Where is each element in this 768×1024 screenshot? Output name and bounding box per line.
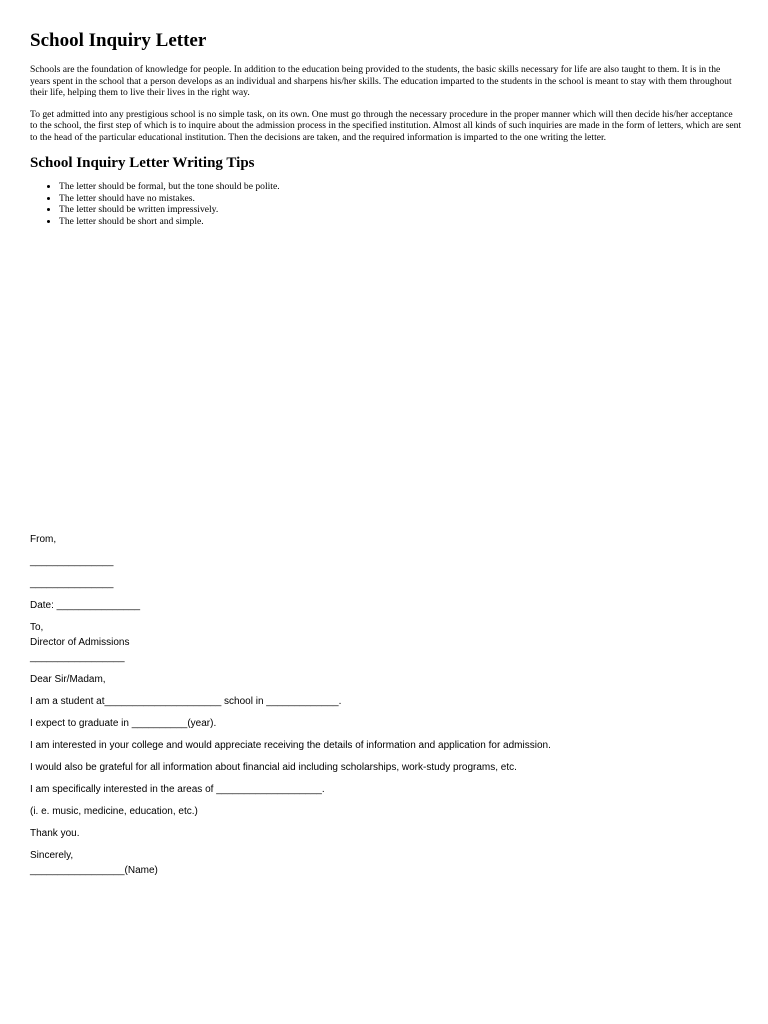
examples-line: (i. e. music, medicine, education, etc.) [30,806,198,817]
to-recipient: Director of Admissions [30,637,130,648]
signature-line: _________________(Name) [30,865,158,876]
to-blank: _________________ [30,652,125,663]
intro-text [30,64,742,154]
closing-line: Sincerely, [30,850,74,861]
tip-item: • The letter should have no mistakes. [59,193,280,205]
page-title: School Inquiry Letter [30,30,207,51]
tip-item: • The letter should be formal, but the tone should be polite. [59,181,280,193]
tips-list [30,181,280,228]
intro-paragraph: To get admitted into any prestigious school is no simple task, on its own. One must go through the necessary procedure in the proper manner which will then decide his/her acceptance to the school, the first step of which is to inquire about the admission process in the specified institution. Almost all kinds of such inquiries are made in the form of letters, which are sent to the head of the particular educational institution. Then the decisions are taken, and the required information is imparted to the one writing the letter. [30,108,742,143]
intro-paragraph: Schools are the foundation of knowledge for people. In addition to the education being provided to the students, the basic skills necessary for life are also taught to them. It is in the years spent in the school that a person develops as an individual and sharpens his/her skills. The education imparted to the students in the school is meant to stay with them throughout their life, helping them to live their lives in the right way. [30,64,732,99]
tip-item: • The letter should be short and simple. [59,216,280,228]
salutation: Dear Sir/Madam, [30,674,106,685]
from-blank-1: _______________ [30,556,114,567]
tip-item: • The letter should be written impressively. [59,204,280,216]
financial-aid-line: I would also be grateful for all information about financial aid including scholarships, work-study programs, etc. [30,762,517,773]
student-line: I am a student at_____________________ school in _____________. [30,696,342,707]
from-label: From, [30,534,57,545]
interest-line: I am interested in your college and would appreciate receiving the details of information and application for admission. [30,740,551,751]
letter-template [30,534,730,877]
date-line: Date: _______________ [30,600,141,611]
graduate-line: I expect to graduate in __________(year). [30,718,217,729]
thanks-line: Thank you. [30,828,80,839]
from-blank-2: _______________ [30,578,114,589]
tips-heading: School Inquiry Letter Writing Tips [30,155,255,171]
to-label: To, [30,622,44,633]
areas-line: I am specifically interested in the areas of ___________________. [30,784,325,795]
